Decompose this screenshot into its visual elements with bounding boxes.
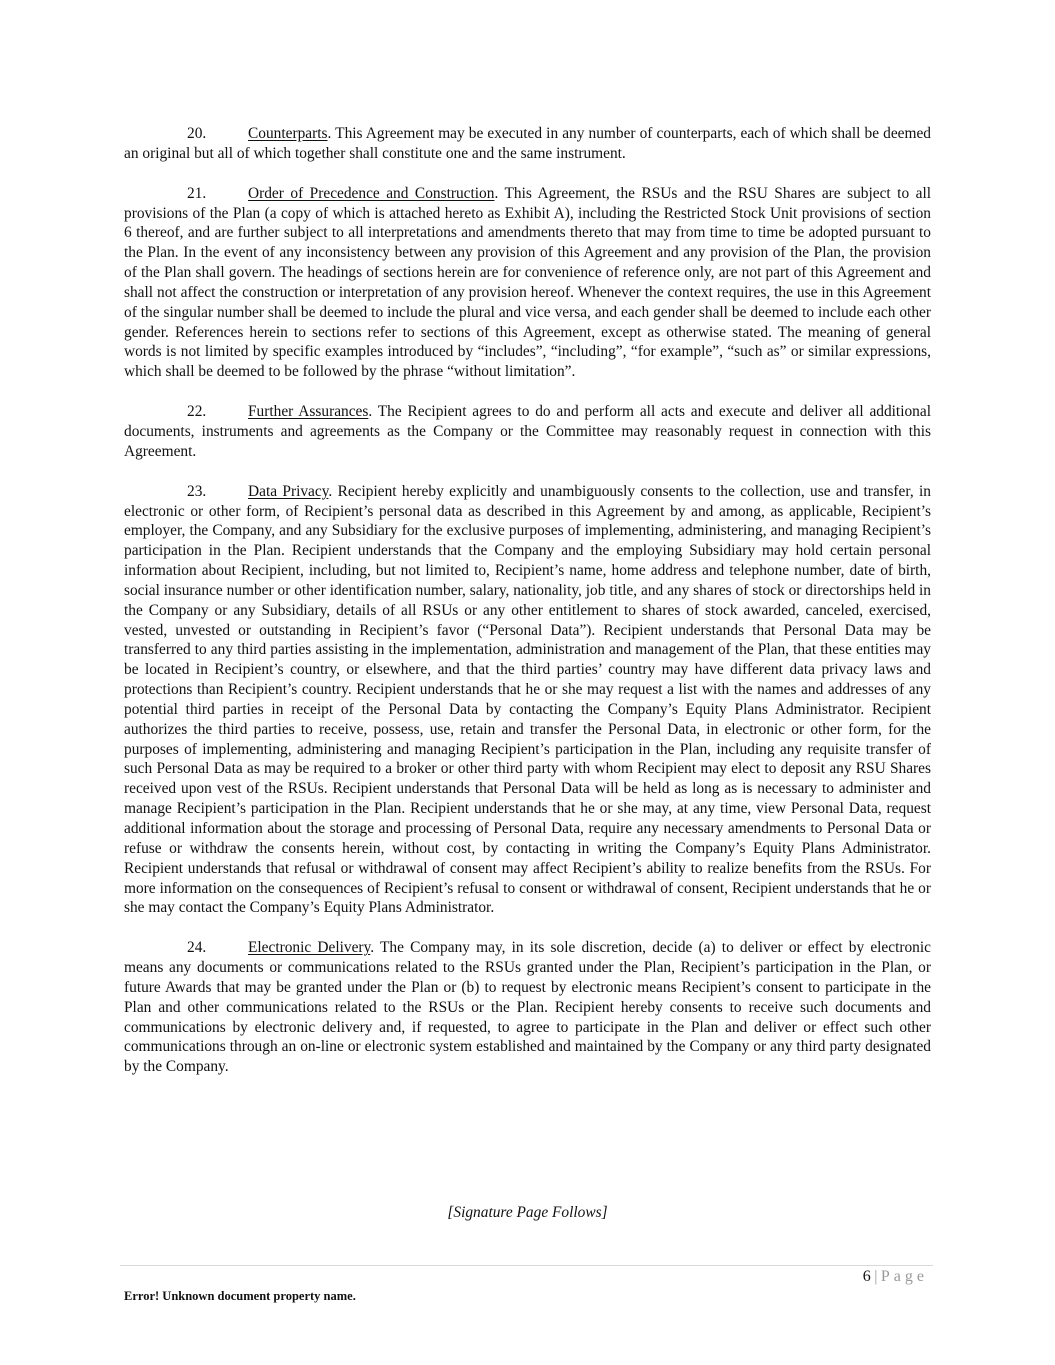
- section-heading: Electronic Delivery: [248, 939, 371, 957]
- section-20-paragraph: [124, 124, 931, 164]
- section-number: 24.: [187, 939, 207, 957]
- page-separator: |: [874, 1268, 878, 1285]
- section-text: . This Agreement may be executed in any number of counterparts, each of which shall be deemed an original but all of which together shall constitute one and the same instrument.: [124, 125, 931, 162]
- section-text: . The Recipient agrees to do and perform all acts and execute and deliver all additional documents, instruments and agreements as the Company or the Committee may reasonably request in connection with this Agreement.: [124, 403, 931, 460]
- section-23-paragraph: [124, 482, 931, 919]
- section-21-paragraph: [124, 184, 931, 382]
- section-heading: Further Assurances: [248, 403, 369, 421]
- section-heading: Counterparts: [248, 125, 328, 142]
- section-22-paragraph: [124, 402, 931, 462]
- document-body: [124, 124, 931, 1097]
- page-word: Page: [880, 1268, 928, 1285]
- section-text: . This Agreement, the RSUs and the RSU Shares are subject to all provisions of the Plan (a copy of which is attached hereto as Exhibit A), including the Restricted Stock Unit provisions of section 6 thereof, and are further subject to all interpretations and amendments thereto that may from time to time be adopted pursuant to the Plan. In the event of any inconsistency between any provision of this Agreement and any provision of the Plan, the provision of the Plan shall govern. The headings of sections herein are for convenience of reference only, are not part of this Agreement and shall not affect the construction or interpretation of any provision hereof. Whenever the context requires, the use in this Agreement of the singular number shall be deemed to include the plural and vice versa, and each gender shall be deemed to include each other gender. References herein to sections refer to sections of this Agreement, except as otherwise stated. The meaning of general words is not limited by specific examples introduced by “includes”, “including”, “for example”, “such as” or similar expressions, which shall be deemed to be followed by the phrase “without limitation”.: [124, 184, 932, 381]
- page-number: 6: [862, 1268, 872, 1285]
- section-number: 21.: [187, 184, 207, 202]
- section-heading: Order of Precedence and Construction: [248, 184, 495, 202]
- signature-page-note: [Signature Page Follows]: [447, 1204, 608, 1221]
- footer-error-text: Error! Unknown document property name.: [124, 1289, 356, 1303]
- section-number: 23.: [187, 482, 207, 500]
- section-text: . Recipient hereby explicitly and unambiguously consents to the collection, use and transfer, in electronic or other form, of Recipient’s personal data as described in this Agreement by and among, as applicable, Recipient’s employer, the Company, and any Subsidiary for the exclusive purposes of implementing, administering, and managing Recipient’s participation in the Plan. Recipient understands that the Company and the employing Subsidiary may hold certain personal information about Recipient, including, but not limited to, Recipient’s name, home address and telephone number, date of birth, social insurance number or other identification number, salary, nationality, job title, and any shares of stock or directorships held in the Company or any Subsidiary, details of all RSUs or any other entitlement to shares of stock awarded, canceled, exercised, vested, unvested or outstanding in Recipient’s favor (“Personal Data”). Recipient understands that Personal Data may be transferred to any third parties assisting in the implementation, administration and management of the Plan, that these entities may be located in Recipient’s country, or elsewhere, and that the third parties’ country may have different data privacy laws and protections than Recipient’s country. Recipient understands that he or she may request a list with the names and addresses of any potential third parties in receipt of the Personal Data by contacting the Company’s Equity Plans Administrator. Recipient authorizes the third parties to receive, possess, use, retain and transfer the Personal Data, in electronic or other form, for the purposes of implementing, administering and managing Recipient’s participation in the Plan, including any requisite transfer of such Personal Data as may be required to a broker or other third party with whom Recipient may elect to deposit any RSU Shares received upon vest of the RSUs. Recipient understands that Personal Data will be held as long as is necessary to administer and manage Recipient’s participation in the Plan. Recipient understands that he or she may, at any time, view Personal Data, request additional information about the storage and processing of Personal Data, require any necessary amendments to Personal Data or refuse or withdraw the consents herein, without cost, by contacting in writing the Company’s Equity Plans Administrator. Recipient understands that refusal or withdrawal of consent may affect Recipient’s ability to realize benefits from the RSUs. For more information on the consequences of Recipient’s refusal to consent or withdrawal of consent, Recipient understands that he or she may contact the Company’s Equity Plans Administrator.: [124, 482, 931, 917]
- section-heading: Data Privacy: [248, 482, 329, 500]
- section-number: 20.: [187, 125, 207, 142]
- page-number-label: [800, 1268, 928, 1286]
- section-number: 22.: [187, 403, 207, 421]
- section-text: . The Company may, in its sole discretion, decide (a) to deliver or effect by electronic means any documents or communications related to the RSUs granted under the Plan, Recipient’s participation in the Plan, or future Awards that may be granted under the Plan or (b) to request by electronic means Recipient’s consent to participate in the Plan and other communications related to the RSUs or the Plan. Recipient hereby consents to receive such documents and communications by electronic delivery and, if requested, to agree to participate in the Plan and deliver or effect such other communications through an on-line or electronic system established and maintained by the Company or any third party designated by the Company.: [124, 939, 931, 1076]
- footer-divider: [120, 1265, 933, 1266]
- section-24-paragraph: [124, 938, 931, 1077]
